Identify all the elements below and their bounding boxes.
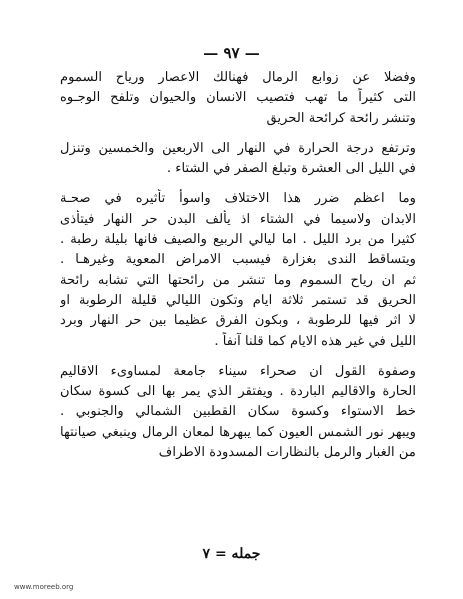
text-line: وفضلا عن زوابع الرمال فهنالك الاعصار ورياح السموم	[60, 70, 416, 85]
text-line: من الغبار والرمل بالنظارات المسدودة الاطراف	[158, 445, 416, 461]
signature-mark: جمله = ٧	[202, 546, 261, 562]
page-number: — ٩٧ —	[203, 44, 260, 62]
text-line: لا اثر فيها للرطوبة ، وبكون الفرق عظيما بين حر النهار وبرد	[60, 313, 416, 329]
watermark: www.moreeb.org	[14, 583, 74, 591]
text-line: الحريق قد تستمر ثلاثة ايام وتكون الليالي قليلة الرطوبة او	[60, 292, 416, 308]
paragraph	[60, 68, 416, 129]
text-line: وترتفع درجة الحرارة في النهار الى الاربعين والخمسين وتنزل	[60, 140, 416, 156]
text-line: ويبهر نور الشمس العيون كما يبهرها لمعان الرمال وينبغي صيانتها	[60, 424, 416, 440]
body-text	[60, 68, 416, 473]
text-line: الليل في غير هذه الايام كما قلنا آنفاً .	[214, 333, 416, 349]
paragraph	[60, 362, 416, 463]
text-line: في الليل الى العشرة وتبلغ الصفر في الشتاء .	[166, 161, 416, 177]
text-line: الابدان ولاسيما في الشتاء اذ يألف البدن حر النهار فيتأذى	[60, 211, 416, 227]
text-line: ثم ان رياح السموم وما تنشر من رائحتها التي تشابه رائحة	[60, 272, 416, 288]
text-line: وما اعظم ضرر هذا الاختلاف واسوأ تأثيره في صحـة	[60, 191, 416, 207]
text-line: وتنشر رائحة كرائحة الحريق	[266, 110, 416, 126]
text-line: خط الاستواء وكسوة سكان القطبين الشمالي والجنوبي .	[60, 404, 416, 420]
text-line: وصفوة القول ان صحراء سيناء جامعة لمساوىء الاقاليم	[60, 363, 416, 379]
paragraph	[60, 139, 416, 180]
text-line: كثيرا من برد الليل . اما ليالي الربيع والصيف فانها بليلة رطبة .	[60, 232, 416, 248]
text-line: ويتساقط الندى بغزارة فيسبب الامراض المعوية وغيرهـا .	[60, 252, 416, 268]
text-line: الحارة والاقاليم الباردة . ويفتقر الذي يمر بها الى كسوة سكان	[60, 384, 416, 400]
text-line: التى كثيراً ما تهب فتصيب الانسان والحيوان وتلفح الوجـوه	[60, 90, 416, 106]
paragraph	[60, 189, 416, 351]
